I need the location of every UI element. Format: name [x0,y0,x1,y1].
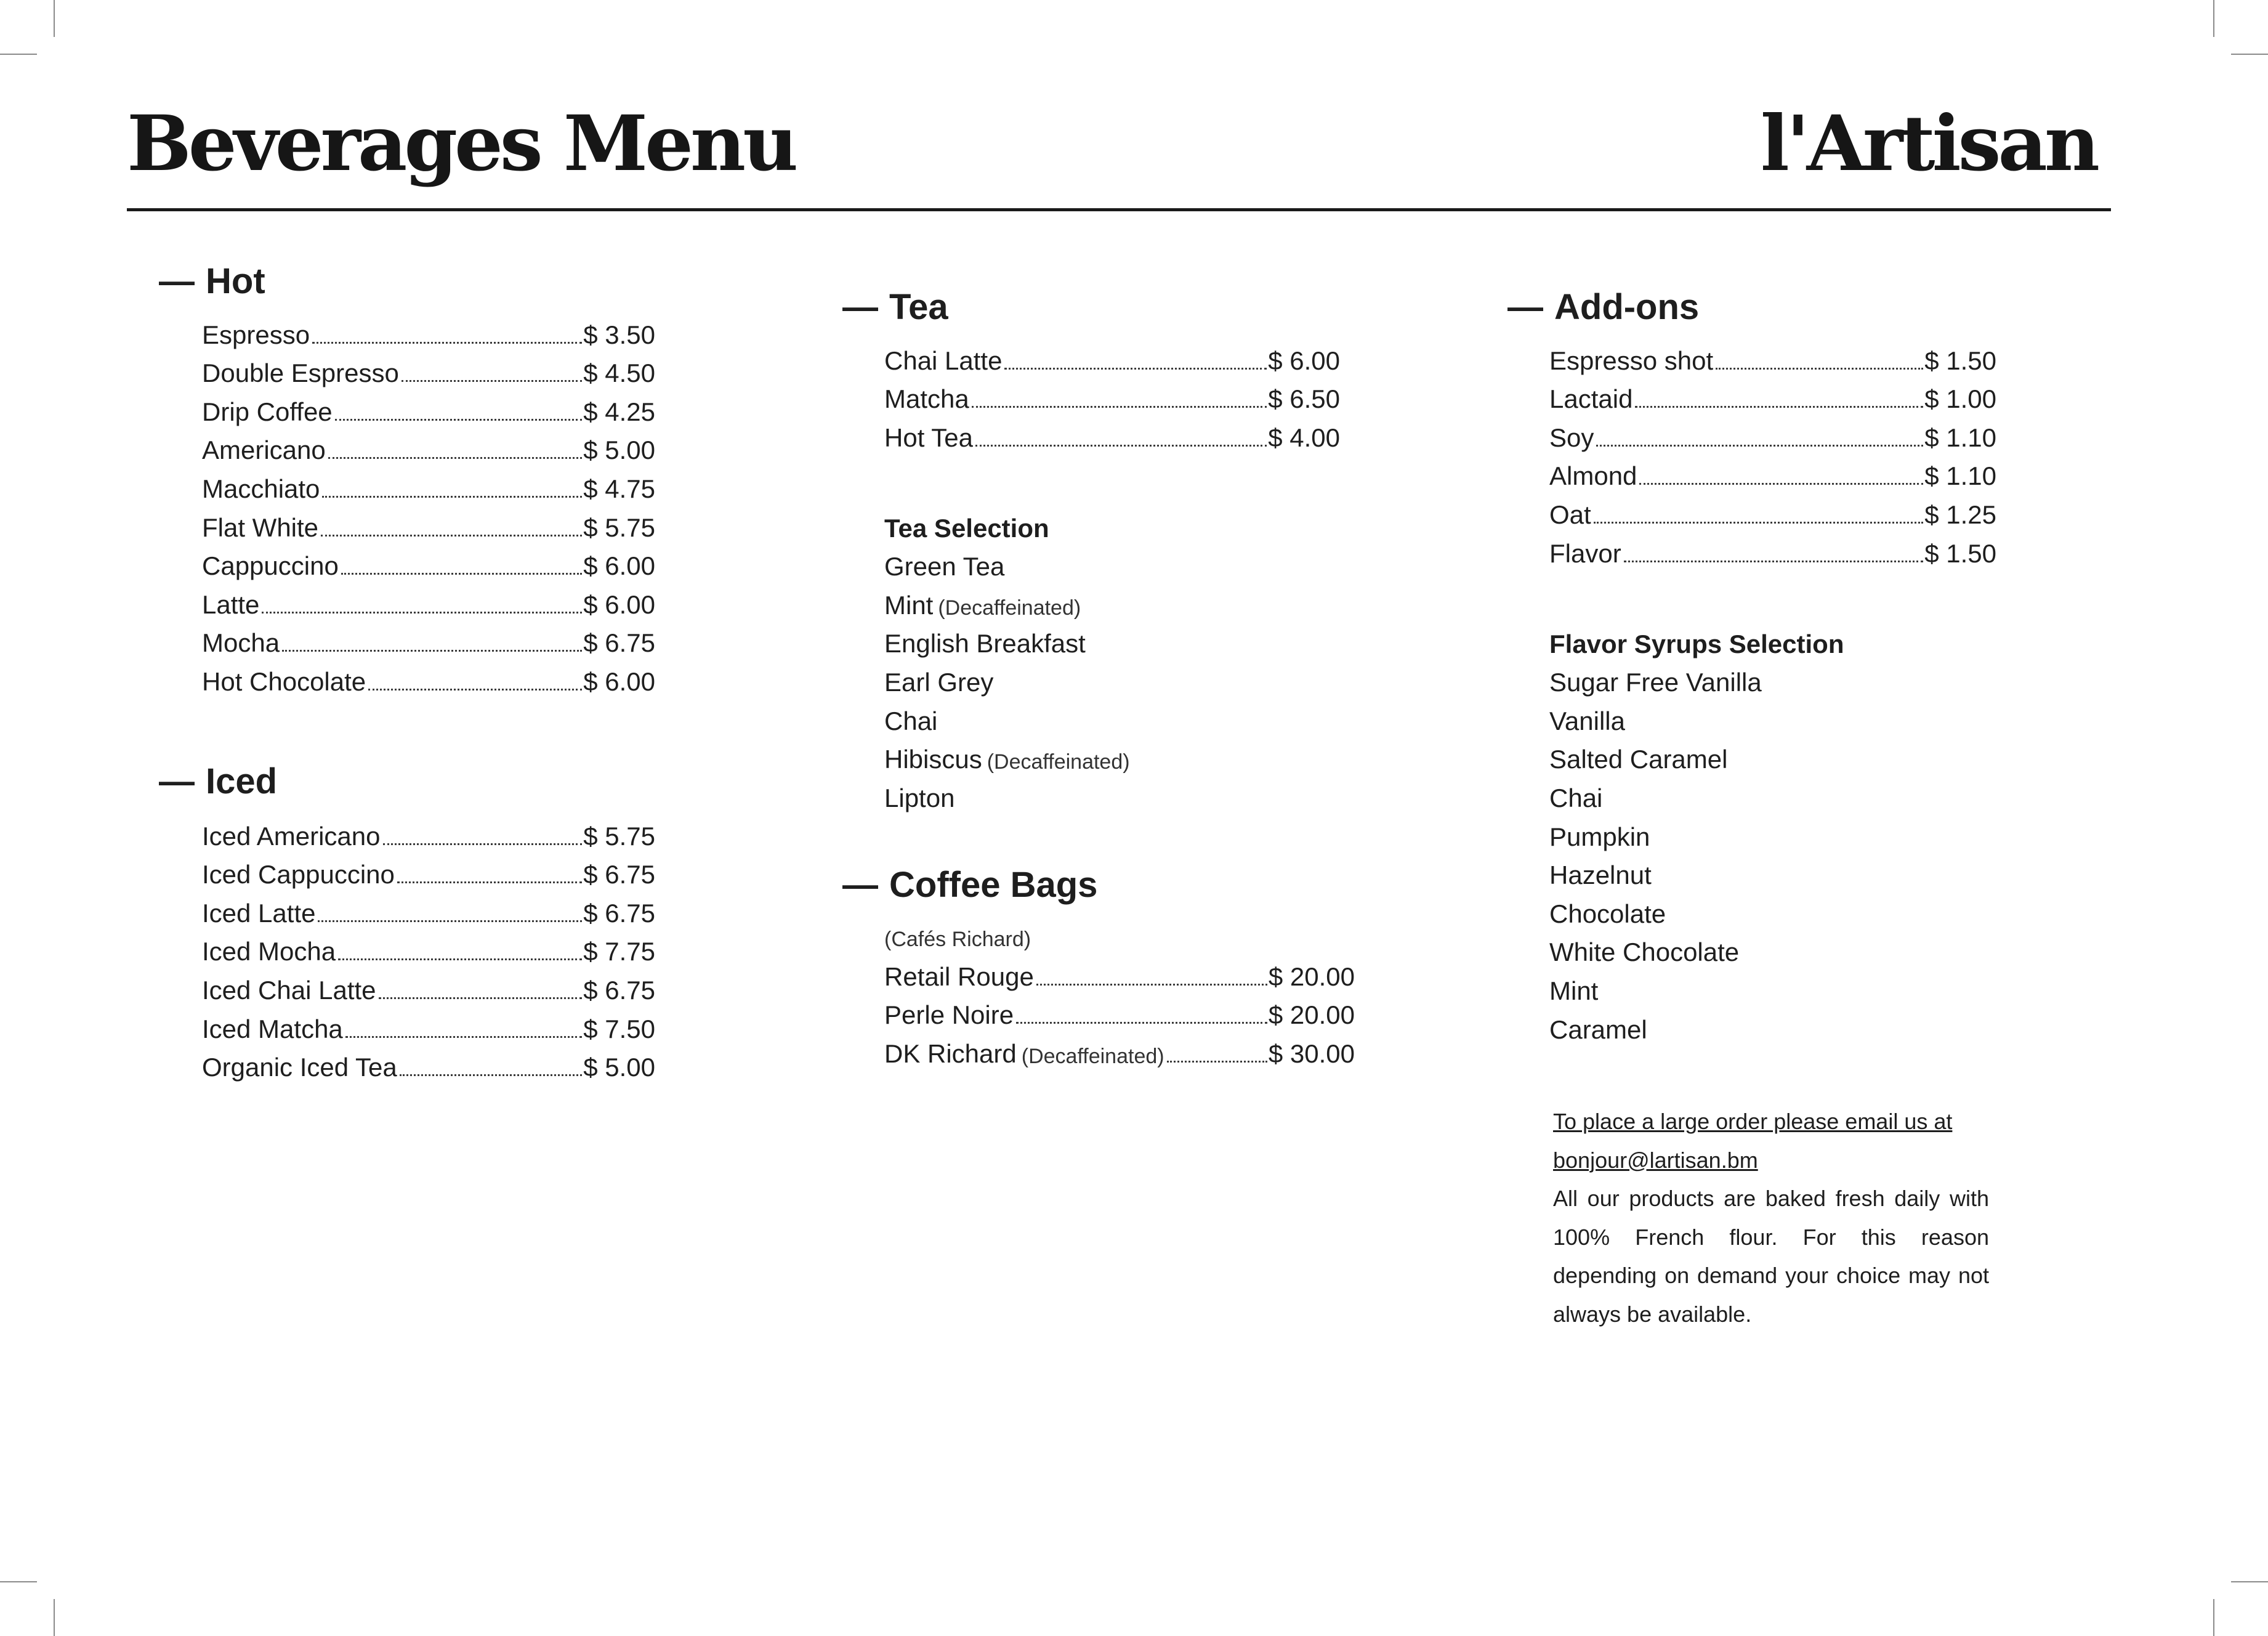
leader-dots [972,406,1267,408]
item-price: $ 4.25 [583,397,655,426]
menu-item [884,996,1355,1035]
leader-dots [1635,406,1923,408]
crop-mark [2213,0,2214,37]
menu-item [884,957,1355,996]
section-title: Add-ons [1554,287,1700,327]
leader-dots [338,958,582,960]
item-price: $ 20.00 [1268,1000,1355,1030]
item-price: $ 6.00 [583,551,655,581]
item-name: Double Espresso [202,358,399,388]
item-price: $ 1.50 [1924,346,1996,375]
leader-dots [312,342,582,344]
leader-dots [975,445,1267,447]
syrup-item: Salted Caramel [1549,745,1728,774]
item-name: Earl Grey [884,667,994,697]
order-email-link[interactable]: bonjour@lartisan.bm [1553,1147,1758,1173]
leader-dots [1624,561,1924,562]
flavor-syrups-heading: Flavor Syrups Selection [1549,629,1844,658]
item-name: English Breakfast [884,629,1086,658]
crop-mark [2213,1599,2214,1636]
item-name: Almond [1549,461,1637,491]
menu-item [1549,457,1996,496]
item-note: (Decaffeinated) [987,750,1130,774]
item-name: Lactaid [1549,384,1633,414]
item-name: Macchiato [202,474,320,503]
menu-item [1549,380,1996,419]
leader-dots [400,1074,582,1076]
item-price: $ 6.75 [583,898,655,928]
menu-item [884,380,1340,419]
menu-item [202,354,655,393]
menu-item [884,341,1340,380]
item-name: Mocha [202,628,280,658]
tea-selection-item [884,702,1130,740]
item-name: Chai [884,706,938,735]
brand-logo: l'Artisan [1760,99,2097,188]
leader-dots [335,419,583,421]
flavor-syrups-list [1549,625,1844,1049]
leader-dots [383,843,583,845]
item-name: Chai Latte [884,346,1003,375]
tea-selection-item [884,740,1130,779]
menu-item [202,508,655,547]
item-name: DK Richard [884,1039,1017,1068]
section-dash: — [1507,287,1543,327]
item-price: $ 4.00 [1268,423,1340,452]
menu-item [202,624,655,663]
section-title: Iced [206,761,278,801]
leader-dots [1639,483,1923,485]
item-name: Latte [202,589,260,619]
item-price: $ 7.50 [583,1014,655,1043]
menu-item [884,1034,1355,1073]
syrup-item: Chai [1549,783,1603,812]
item-price: $ 3.50 [583,320,655,349]
section-title: Tea [889,287,948,327]
coffee-bags-list [884,957,1355,1073]
section-title: Coffee Bags [889,865,1098,905]
item-name: Hibiscus [884,745,982,774]
leader-dots [321,535,582,537]
menu-item [202,547,655,586]
item-name: Iced Chai Latte [202,975,376,1005]
syrup-item: Hazelnut [1549,861,1652,890]
leader-dots [345,1036,582,1038]
item-price: $ 6.75 [583,860,655,889]
item-price: $ 1.25 [1924,500,1996,529]
item-price: $ 6.00 [583,666,655,696]
menu-item [202,469,655,508]
item-name: Soy [1549,423,1594,452]
section-dash: — [159,261,195,301]
tea-selection-item [884,625,1130,663]
item-name: Retail Rouge [884,962,1034,991]
leader-dots [282,650,582,652]
iced-drinks-list [202,817,655,1087]
item-price: $ 1.10 [1924,423,1996,452]
leader-dots [1594,522,1924,524]
addons-list [1549,341,1996,573]
item-name: Iced Latte [202,898,316,928]
section-dash: — [842,865,878,905]
syrup-item: Mint [1549,976,1599,1005]
item-name: Espresso shot [1549,346,1714,375]
menu-item [202,392,655,431]
item-name: Lipton [884,783,955,812]
item-price: $ 20.00 [1268,962,1355,991]
item-note: (Decaffeinated) [1021,1044,1164,1068]
leader-dots [341,573,582,575]
item-name: Hot Chocolate [202,666,366,696]
item-price: $ 1.50 [1924,538,1996,568]
item-name: Organic Iced Tea [202,1053,397,1082]
item-price: $ 6.75 [583,975,655,1005]
order-line: To place a large order please email us at [1553,1109,1953,1134]
item-name: Espresso [202,320,310,349]
item-name: Iced Americano [202,821,381,851]
leader-dots [1716,368,1923,370]
menu-item [202,315,655,354]
item-price: $ 5.00 [583,1053,655,1082]
item-note: (Decaffeinated) [938,596,1081,620]
section-heading-addons [1507,287,1700,327]
item-name: Perle Noire [884,1000,1014,1030]
tea-selection-item [884,548,1130,586]
syrup-item: Sugar Free Vanilla [1549,668,1762,697]
syrup-item: Caramel [1549,1014,1647,1044]
item-price: $ 6.75 [583,628,655,658]
menu-item [202,585,655,624]
item-price: $ 4.75 [583,474,655,503]
tea-selection-item [884,779,1130,817]
menu-item [202,856,655,894]
item-name: Green Tea [884,552,1005,581]
syrup-item: Vanilla [1549,706,1625,735]
tea-selection-heading: Tea Selection [884,513,1049,543]
page-title: Beverages Menu [127,99,796,188]
section-heading-hot [159,261,265,301]
freshness-notice: All our products are baked fresh daily with 100% French flour. For this reason depending on demand your choice may not always be available. [1553,1186,1989,1327]
menu-item [884,418,1340,457]
footer-note [1553,1103,1989,1334]
tea-selection-item [884,586,1130,625]
item-name: Matcha [884,384,969,414]
item-name: Cappuccino [202,551,339,581]
item-name: Flat White [202,512,319,542]
crop-mark [54,0,55,37]
section-dash: — [842,287,878,327]
item-price: $ 6.00 [1268,346,1340,375]
section-dash: — [159,761,195,801]
leader-dots [328,457,582,459]
leader-dots [402,380,582,382]
item-price: $ 7.75 [583,937,655,966]
item-price: $ 30.00 [1268,1039,1355,1068]
section-heading-tea [842,287,948,327]
menu-item [202,1010,655,1048]
tea-list [884,341,1340,457]
syrup-item: White Chocolate [1549,937,1740,967]
tea-selection-list [884,509,1130,817]
menu-item [1549,418,1996,457]
leader-dots [1167,1061,1267,1063]
header-divider [127,208,2111,211]
section-heading-iced [159,761,278,801]
leader-dots [1016,1022,1267,1024]
menu-item [1549,495,1996,534]
item-name: Oat [1549,500,1591,529]
item-name: Flavor [1549,538,1621,568]
item-name: Iced Cappuccino [202,860,395,889]
crop-mark [2231,1581,2268,1582]
item-price: $ 1.10 [1924,461,1996,491]
item-price: $ 1.00 [1924,384,1996,414]
leader-dots [1596,445,1923,447]
menu-item [202,662,655,701]
leader-dots [1004,368,1267,370]
tea-selection-item [884,663,1130,702]
menu-item [202,894,655,933]
leader-dots [379,997,583,999]
item-price: $ 6.00 [583,589,655,619]
menu-item [202,1048,655,1087]
crop-mark [0,1581,37,1582]
menu-item [202,817,655,856]
crop-mark [54,1599,55,1636]
leader-dots [1036,984,1267,986]
hot-drinks-list [202,315,655,701]
crop-mark [0,54,37,55]
syrup-item: Chocolate [1549,899,1666,928]
item-name: Mint [884,590,934,620]
menu-item [202,431,655,470]
section-heading-coffee-bags [842,867,1097,903]
item-name: Hot Tea [884,423,973,452]
syrup-item: Pumpkin [1549,822,1650,851]
item-price: $ 5.75 [583,512,655,542]
leader-dots [318,920,582,922]
menu-item [1549,534,1996,573]
item-price: $ 4.50 [583,358,655,388]
item-name: Iced Mocha [202,937,336,966]
section-title: Hot [206,261,265,301]
item-price: $ 6.50 [1268,384,1340,414]
crop-mark [2231,54,2268,55]
leader-dots [322,496,582,498]
item-name: Drip Coffee [202,397,333,426]
menu-item [202,933,655,971]
coffee-bags-brand-note: (Cafés Richard) [884,928,1031,951]
item-name: Americano [202,435,326,465]
leader-dots [262,612,582,614]
item-name: Iced Matcha [202,1014,343,1043]
menu-item [1549,341,1996,380]
leader-dots [397,881,582,883]
menu-item [202,971,655,1010]
leader-dots [368,689,582,690]
item-price: $ 5.75 [583,821,655,851]
item-price: $ 5.00 [583,435,655,465]
